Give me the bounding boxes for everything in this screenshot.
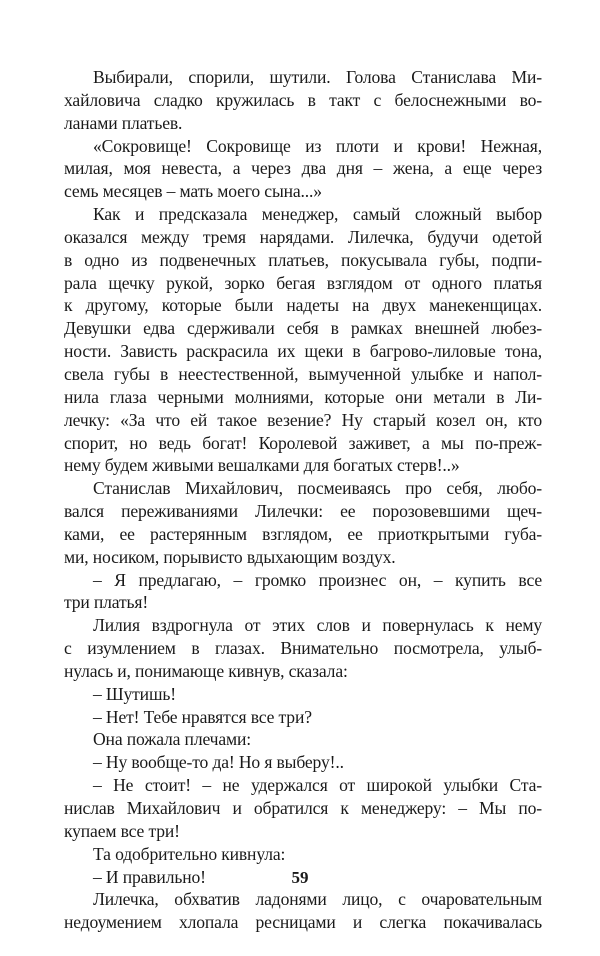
text-line: с изумлением в глазах. Внимательно посмотрела, улыб- — [64, 638, 542, 659]
text-line: нулась и, понимающе кивнув, сказала: — [64, 660, 348, 681]
text-line: Та одобрительно кивнула: — [93, 843, 286, 864]
text-line: Выбирали, спорили, шутили. Голова Станислава Ми- — [93, 67, 542, 87]
text-line: Лилия вздрогнула от этих слов и повернулась к нему — [93, 615, 542, 636]
text-line: нислав Михайлович и обратился к менеджеру: – Мы по- — [64, 798, 542, 818]
text-line: ланами платьев. — [64, 112, 183, 133]
text-line: – Ну вообще-то да! Но я выберу!.. — [93, 752, 344, 773]
text-line: вался переживаниями Лилечки: ее порозовевшими щеч- — [64, 501, 542, 522]
text-line: – Нет! Тебе нравятся все три? — [93, 706, 312, 727]
text-line: Как и предсказала менеджер, самый сложный выбор — [93, 204, 542, 225]
text-line: «Сокровище! Сокровище из плоти и крови! Нежная, — [93, 135, 542, 156]
text-line: ками, ее растерянным взглядом, ее приоткрытыми губа- — [64, 523, 542, 544]
text-line: – Шутишь! — [93, 683, 176, 704]
text-line: купаем все три! — [64, 820, 180, 841]
text-line: нила глаза черными молниями, которые они метали в Ли- — [64, 386, 542, 407]
text-line: спорит, но ведь богат! Королевой заживет, а мы по-преж- — [64, 432, 542, 453]
text-line: ми, носиком, порывисто вдыхающим воздух. — [64, 546, 396, 567]
text-line: нему будем живыми вешалками для богатых стерв!..» — [64, 455, 460, 476]
text-line: ности. Зависть раскрасила их щеки в багрово-лиловые тона, — [64, 341, 542, 362]
page-body-text — [64, 66, 542, 934]
text-line: хайловича сладко кружилась в такт с белоснежными во- — [64, 89, 542, 110]
text-line: три платья! — [64, 592, 149, 613]
text-line: лечку: «За что ей такое везение? Ну старый козел он, кто — [64, 409, 542, 430]
text-line: Лилечка, обхватив ладонями лицо, с очаровательным — [93, 889, 542, 910]
text-line: рала щечку рукой, зорко бегая взглядом от одного платья — [64, 272, 542, 293]
text-line: семь месяцев – мать моего сына...» — [64, 181, 322, 202]
text-line: – Я предлагаю, – громко произнес он, – купить все — [93, 569, 542, 590]
page-number: 59 — [291, 868, 309, 887]
text-line: Станислав Михайлович, посмеиваясь про себя, любо- — [93, 478, 542, 499]
text-line: в одно из подвенечных платьев, покусывала губы, подпи- — [64, 249, 542, 270]
text-line: милая, моя невеста, а через два дня – жена, а еще через — [64, 158, 542, 179]
text-line: недоумением хлопала ресницами и слегка покачивалась — [64, 912, 542, 933]
text-line: – И правильно! — [93, 866, 206, 887]
text-line: – Не стоит! – не удержался от широкой улыбки Ста- — [93, 775, 542, 796]
text-line: Она пожала плечами: — [93, 729, 252, 750]
text-line: свела губы в неестественной, вымученной улыбке и напол- — [64, 363, 542, 384]
text-line: к другому, которые были надеты на двух манекенщицах. — [64, 295, 542, 316]
text-line: оказался между тремя нарядами. Лилечка, будучи одетой — [64, 226, 542, 247]
text-line: Девушки едва сдерживали себя в рамках внешней любез- — [64, 318, 542, 339]
